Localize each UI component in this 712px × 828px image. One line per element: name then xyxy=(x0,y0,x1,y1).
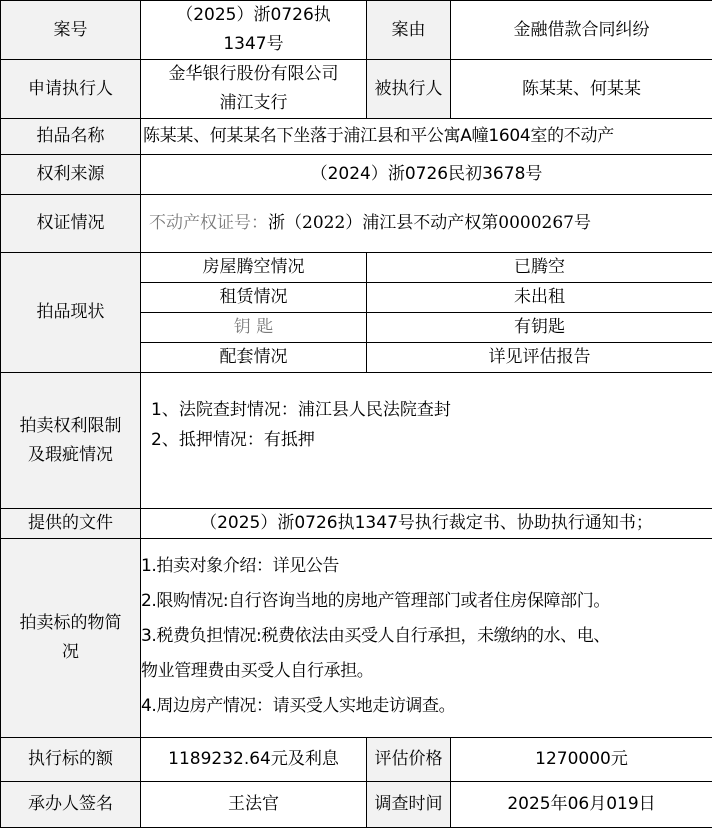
respondent-value: 陈某某、何某某 xyxy=(451,60,712,119)
restriction-value xyxy=(141,373,712,509)
subject-line: 1.拍卖对象介绍：详见公告 xyxy=(141,549,712,584)
item-name-value: 陈某某、何某某名下坐落于浦江县和平公寓A幢1604室的不动产 xyxy=(141,119,712,155)
certificate-row xyxy=(1,195,712,253)
certificate-prefix: 不动产权证号： xyxy=(149,213,268,233)
respondent-label: 被执行人 xyxy=(367,60,451,119)
status-key-lease: 租赁情况 xyxy=(141,283,367,313)
survey-date-label: 调查时间 xyxy=(367,782,451,828)
amount-label: 执行标的额 xyxy=(1,738,141,782)
documents-value: （2025）浙0726执1347号执行裁定书、协助执行通知书； xyxy=(141,509,712,539)
officer-label: 承办人签名 xyxy=(1,782,141,828)
certificate-label: 权证情况 xyxy=(1,195,141,253)
certificate-value xyxy=(141,195,712,253)
status-row-1 xyxy=(1,253,712,283)
item-name-row xyxy=(1,119,712,155)
documents-label: 提供的文件 xyxy=(1,509,141,539)
status-value-lease: 未出租 xyxy=(367,283,712,313)
status-label: 拍品现状 xyxy=(1,253,141,373)
applicant-label: 申请执行人 xyxy=(1,60,141,119)
amount-row xyxy=(1,738,712,782)
survey-date-value: 2025年06月019日 xyxy=(451,782,712,828)
subject-line: 2.限购情况:自行咨询当地的房地产管理部门或者住房保障部门。 xyxy=(141,584,712,619)
subject-line: 4.周边房产情况：请买受人实地走访调查。 xyxy=(141,689,712,724)
case-number-line1: （2025）浙0726执 xyxy=(145,1,362,30)
officer-value: 王法官 xyxy=(141,782,367,828)
subject-label-line2: 况 xyxy=(5,638,136,667)
appraisal-label: 评估价格 xyxy=(367,738,451,782)
subject-label-line1: 拍卖标的物简 xyxy=(5,609,136,638)
item-name-label: 拍品名称 xyxy=(1,119,141,155)
subject-line: 3.税费负担情况:税费依法由买受人自行承担，未缴纳的水、电、 xyxy=(141,619,712,654)
applicant-row xyxy=(1,60,712,119)
case-number-line2: 1347号 xyxy=(145,30,362,59)
status-key-vacancy: 房屋腾空情况 xyxy=(141,253,367,283)
restriction-line: 1、法院查封情况：浦江县人民法院查封 xyxy=(151,395,708,425)
restriction-line: 2、抵押情况：有抵押 xyxy=(151,425,708,455)
status-key-facilities: 配套情况 xyxy=(141,343,367,373)
case-cause-label: 案由 xyxy=(367,1,451,60)
certificate-number: 浙（2022）浦江县不动产权第0000267号 xyxy=(268,213,591,233)
status-value-facilities: 详见评估报告 xyxy=(367,343,712,373)
status-value-key: 有钥匙 xyxy=(367,313,712,343)
status-value-vacancy: 已腾空 xyxy=(367,253,712,283)
appraisal-value: 1270000元 xyxy=(451,738,712,782)
case-number-label: 案号 xyxy=(1,1,141,60)
case-number-value xyxy=(141,1,367,60)
subject-line: 物业管理费由买受人自行承担。 xyxy=(141,654,712,689)
right-source-label: 权利来源 xyxy=(1,155,141,195)
subject-label xyxy=(1,539,141,738)
amount-value: 1189232.64元及利息 xyxy=(141,738,367,782)
right-source-value: （2024）浙0726民初3678号 xyxy=(141,155,712,195)
restriction-label-line2: 及瑕疵情况 xyxy=(5,441,136,470)
documents-row xyxy=(1,509,712,539)
applicant-line2: 浦江支行 xyxy=(145,89,362,118)
officer-row xyxy=(1,782,712,828)
applicant-line1: 金华银行股份有限公司 xyxy=(145,60,362,89)
restriction-label-line1: 拍卖权利限制 xyxy=(5,412,136,441)
restriction-row xyxy=(1,373,712,509)
case-cause-value: 金融借款合同纠纷 xyxy=(451,1,712,60)
restriction-label xyxy=(1,373,141,509)
applicant-value xyxy=(141,60,367,119)
subject-value xyxy=(141,539,712,738)
subject-row xyxy=(1,539,712,738)
case-number-row xyxy=(1,1,712,60)
right-source-row xyxy=(1,155,712,195)
status-key-key: 钥 匙 xyxy=(141,313,367,343)
